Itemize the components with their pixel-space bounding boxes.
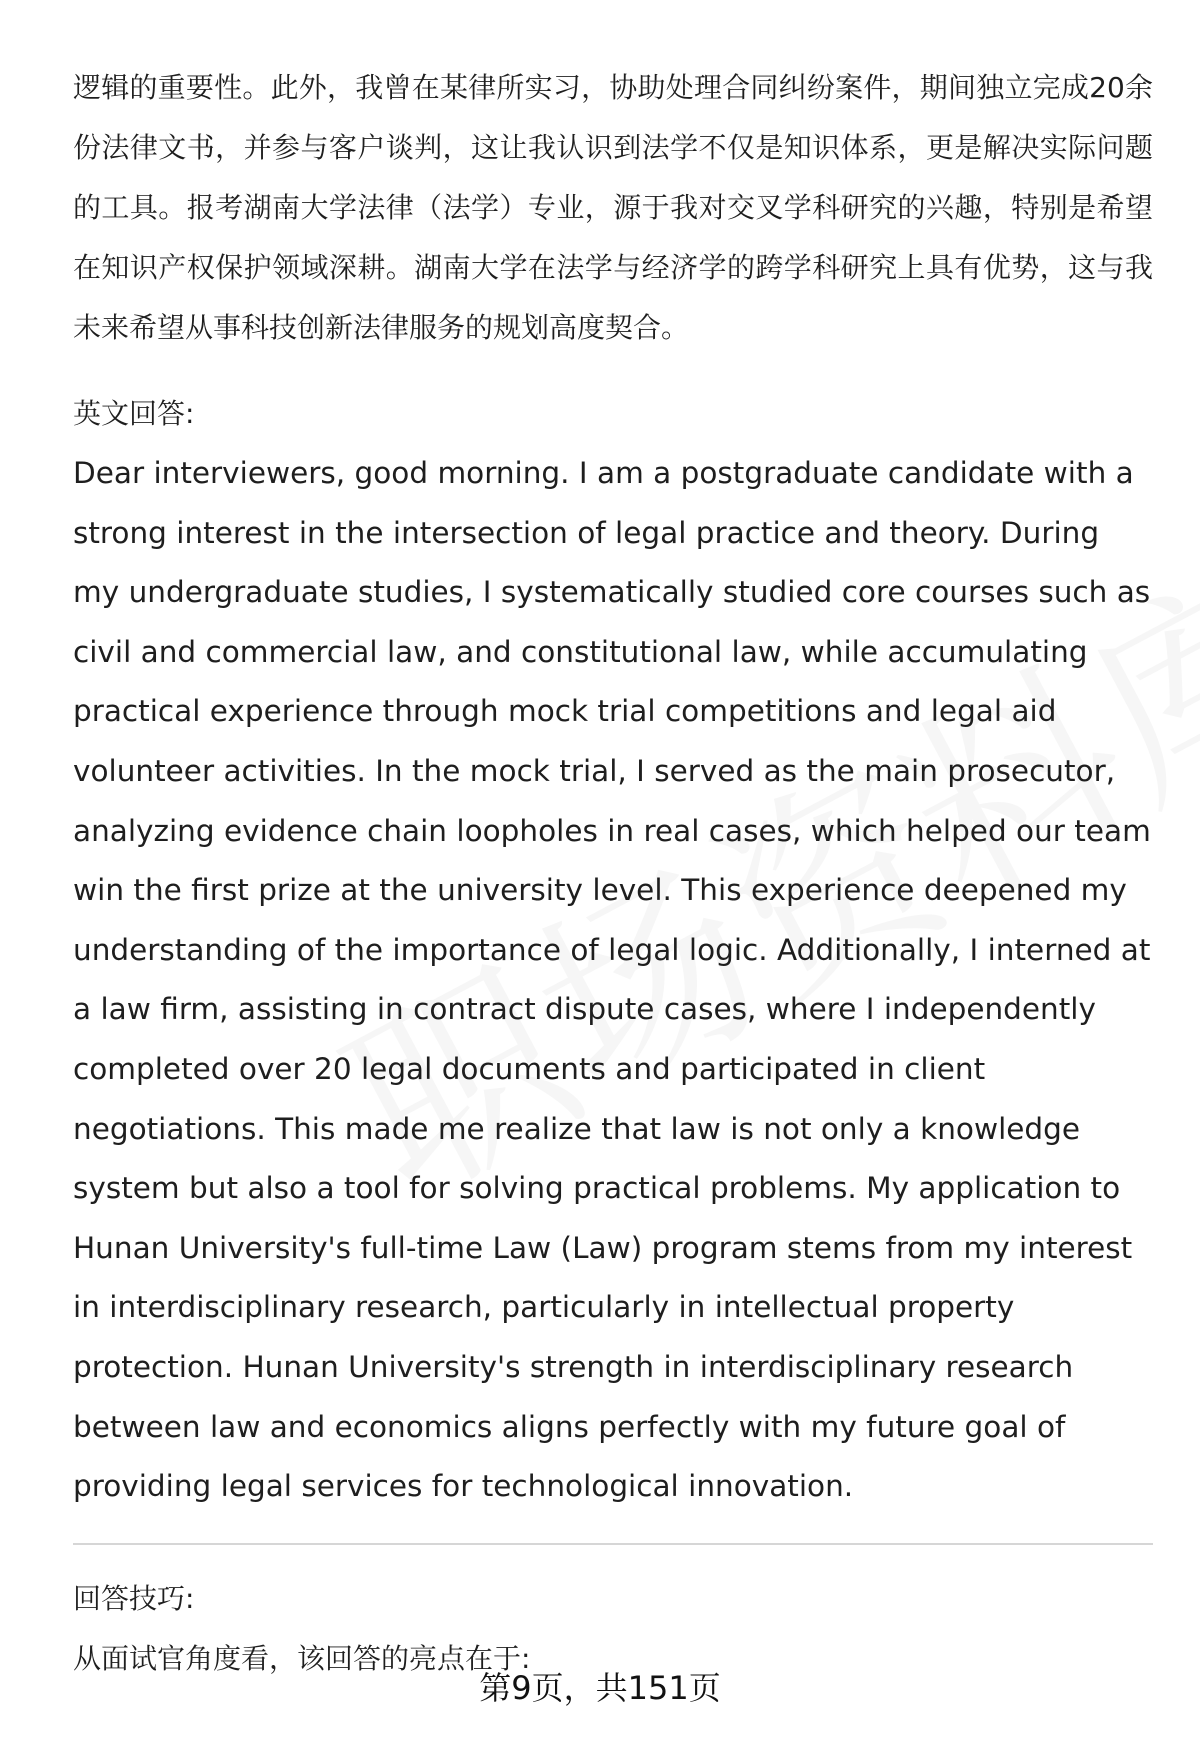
page-number-footer: 第9页，共151页: [479, 1669, 721, 1707]
section-divider: [73, 1543, 1153, 1545]
chinese-answer-continuation: 逻辑的重要性。此外，我曾在某律所实习，协助处理合同纠纷案件，期间独立完成20余份法律文书，并参与客户谈判，这让我认识到法学不仅是知识体系，更是解决实际问题的工具。报考湖南大学法律（法学）专业，源于我对交叉学科研究的兴趣，特别是希望在知识产权保护领域深耕。湖南大学在法学与经济学的跨学科研究上具有优势，这与我未来希望从事科技创新法律服务的规划高度契合。: [73, 71, 1153, 344]
english-answer-text: Dear interviewers, good morning. I am a postgraduate candidate with a strong interest in the intersection of legal practice and theory. During my undergraduate studies, I systematically studied core courses such as civil and commercial law, and constitutional law, while accumulating practical experience through mock trial competitions and legal aid volunteer activities. In the mock trial, I served as the main prosecutor, analyzing evidence chain loopholes in real cases, which helped our team win the first prize at the university level. This experience deepened my understanding of the importance of legal logic. Additionally, I interned at a law firm, assisting in contract dispute cases, where I independently completed over 20 legal documents and participated in client negotiations. This made me realize that law is not only a knowledge system but also a tool for solving practical problems. My application to Hunan University's full-time Law (Law) program stems from my interest in interdisciplinary research, particularly in intellectual property protection. Hunan University's strength in interdisciplinary research between law and economics aligns perfectly with my future goal of providing legal services for technological innovation.: [73, 456, 1151, 1504]
answer-tips-label: 回答技巧:: [73, 1581, 195, 1615]
answer-tips-intro: 从面试官角度看，该回答的亮点在于:: [73, 1641, 531, 1675]
english-answer-label: 英文回答:: [73, 397, 195, 430]
page-content: [73, 58, 1153, 1689]
